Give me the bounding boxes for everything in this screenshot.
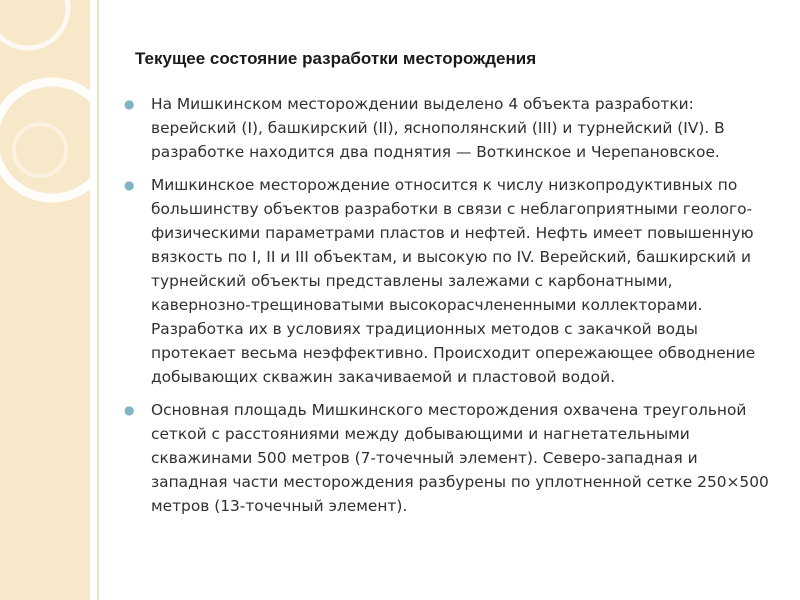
decorative-ring-top xyxy=(0,0,68,48)
bullet-marker-icon: ● xyxy=(124,403,135,417)
bullet-text: Основная площадь Мишкинского месторождения охвачена треугольной сеткой с расстояниями между добывающими и нагнетательными скважинами 500 метров (7-точечный элемент). Северо-западная и западная части месторождения разбурены по уплотненной сетке 250×500 метров (13-точечный элемент). xyxy=(151,401,769,515)
decorative-rings-graphic xyxy=(0,0,90,600)
bullet-text: Мишкинское месторождение относится к числу низкопродуктивных по большинству объектов разработки в связи с неблагоприятными геолого-физическими параметрами пластов и нефтей. Нефть имеет повышенную вязкость по I, II и III объектам, и высокую по IV. Верейский, башкирский и турнейский объекты представлены залежами с карбонатными, кавернозно-трещиноватыми высокорасчлененными коллекторами. Разработка их в условиях традиционных методов с закачкой воды протекает весьма неэффективно. Происходит опережающее обводнение добывающих скважин закачиваемой и пластовой водой. xyxy=(151,176,756,386)
decorative-ring-middle xyxy=(0,82,90,198)
bullet-marker-icon: ● xyxy=(124,97,135,111)
bullet-item-well-grid xyxy=(122,398,777,518)
bullet-list xyxy=(122,92,777,527)
decorative-divider-line xyxy=(97,0,99,600)
bullet-text: На Мишкинском месторождении выделено 4 объекта разработки: верейский (I), башкирский (II), яснополянский (III) и турнейский (IV). В разработке находится два поднятия — Воткинское и Черепановское. xyxy=(151,95,725,161)
slide-title: Текущее состояние разработки месторождения xyxy=(135,49,537,68)
decorative-ring-inner xyxy=(14,124,66,176)
bullet-item-productivity xyxy=(122,173,777,389)
decorative-side-panel xyxy=(0,0,90,600)
bullet-item-objects xyxy=(122,92,777,164)
bullet-marker-icon: ● xyxy=(124,178,135,192)
